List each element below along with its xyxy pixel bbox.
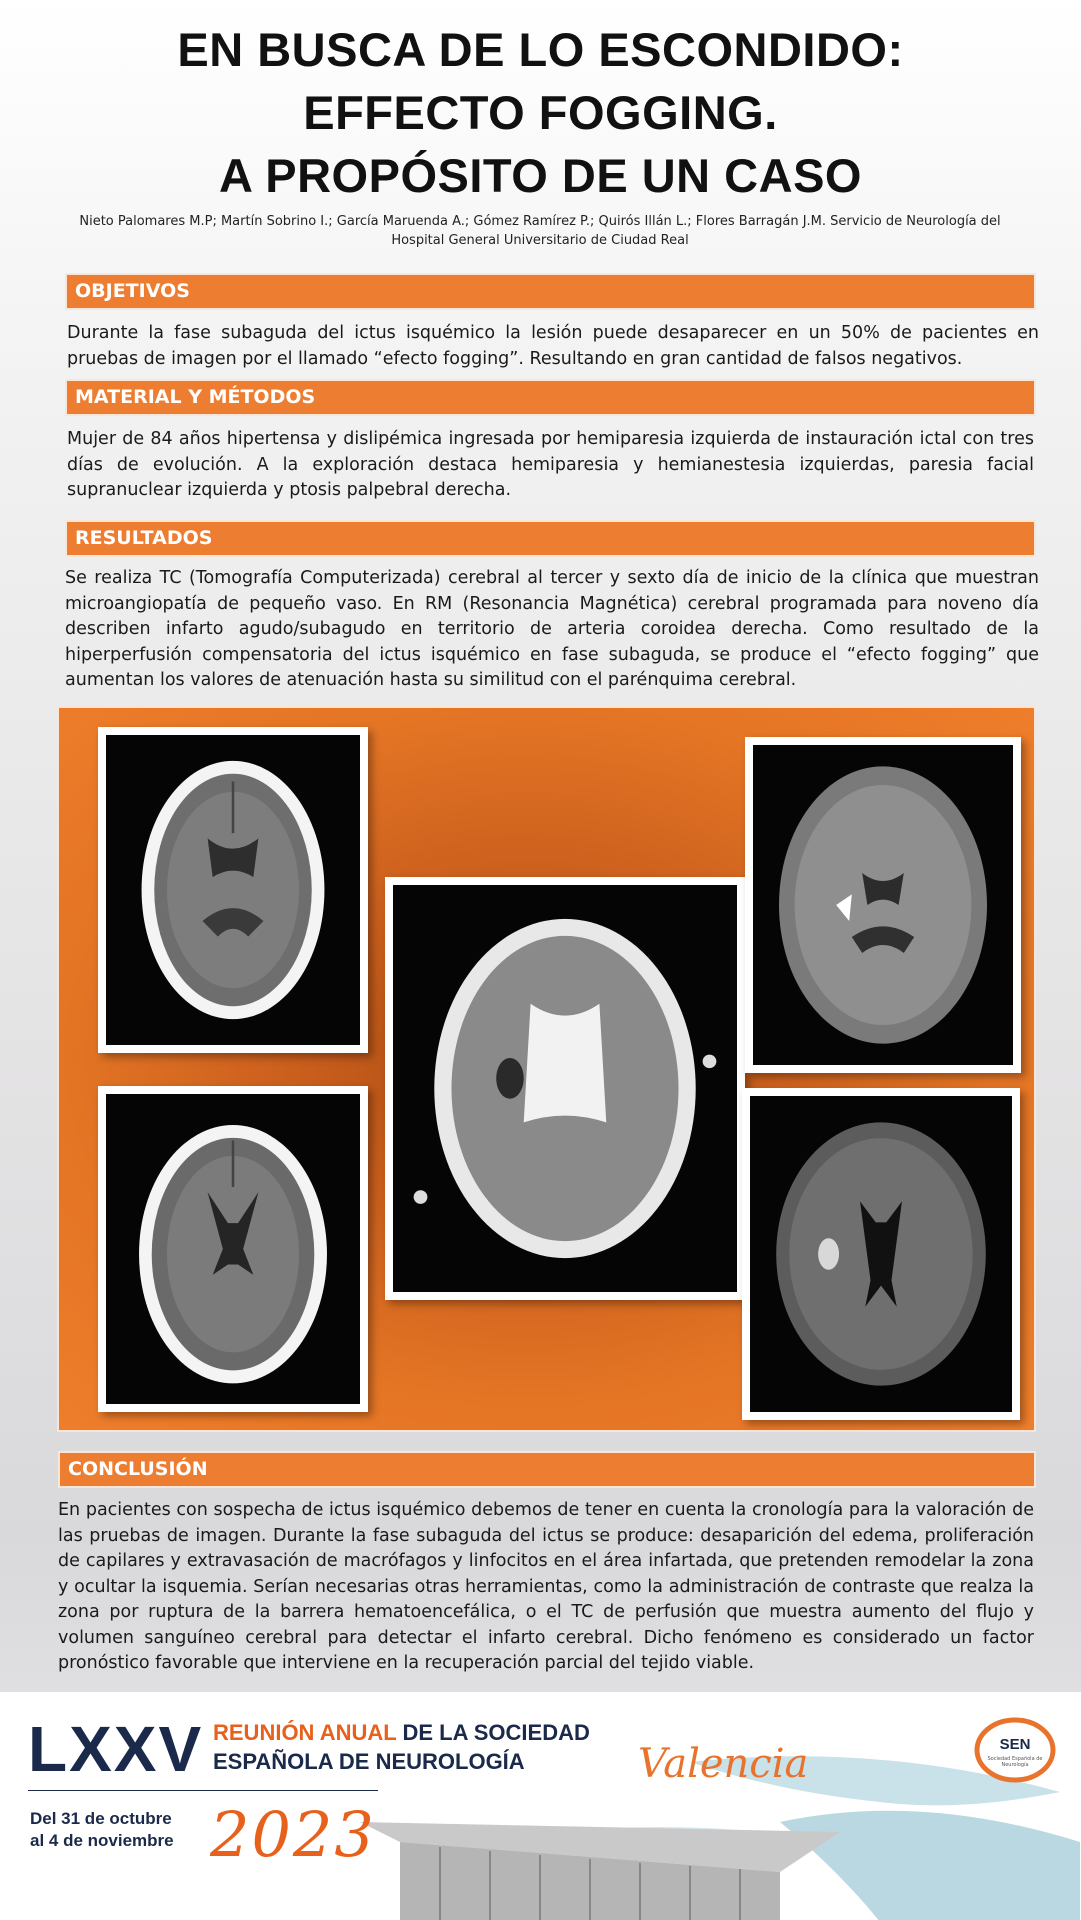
congress-year: 2023	[210, 1798, 376, 1871]
authors	[70, 212, 1010, 250]
sen-logo-text: SEN	[999, 1736, 1031, 1753]
title-line-3: A PROPÓSITO DE UN CASO	[219, 149, 862, 202]
material-heading: MATERIAL Y MÉTODOS	[65, 379, 1036, 416]
congress-city: Valencia	[638, 1741, 809, 1787]
conclusion-text: En pacientes con sospecha de ictus isquémico debemos de tener en cuenta la cronología para la valoración de las pruebas de imagen. Durante la fase subaguda del ictus se produce: desaparición del edema, proliferación de capilares y extravasación de macrófagos y linfocitos en el área infartada, que pretenden remodelar la zona y ocultar la isquemia. Serían necesarias otras herramientas, como la administración de contraste que realza la zona por ruptura de la barrera hematoencefálica, o el TC de perfusión que muestra aumento del flujo y volumen sanguíneo cerebral para detectar el infarto cerebral. Dicho fenómeno es considerado un factor pronóstico favorable que interviene en la recuperación parcial del tejido viable.	[58, 1500, 1034, 1673]
poster-title	[0, 18, 1081, 207]
congress-footer	[0, 1692, 1081, 1920]
sen-logo-subtitle: Sociedad Española de Neurología	[987, 1756, 1043, 1768]
congress-name	[213, 1718, 590, 1776]
material-text: Mujer de 84 años hipertensa y dislipémica ingresada por hemiparesia izquierda de instauración ictal con tres días de evolución. A la exploración destaca hemiparesia y hemianestesia izquierdas, paresia facial supranuclear izquierda y ptosis palpebral derecha.	[67, 429, 1034, 500]
title-line-1: EN BUSCA DE LO ESCONDIDO:	[177, 23, 904, 76]
congress-dates	[30, 1808, 174, 1852]
objetivos-heading: OBJETIVOS	[65, 273, 1036, 310]
footer-divider	[28, 1790, 378, 1791]
ct-scan-day3	[98, 727, 368, 1053]
mri-dwi-scan	[745, 737, 1021, 1073]
resultados-heading: RESULTADOS	[65, 520, 1036, 557]
congress-name-line-2: ESPAÑOLA DE NEUROLOGÍA	[213, 1749, 525, 1774]
title-line-2: EFFECTO FOGGING.	[303, 86, 778, 139]
resultados-text: Se realiza TC (Tomografía Computerizada) cerebral al tercer y sexto día de inicio de la clínica que muestran microangiopatía de pequeño vaso. En RM (Resonancia Magnética) cerebral programada para noveno día describen infarto agudo/subagudo en territorio de arteria coroidea derecha. Como resultado de la hiperperfusión compensatoria del ictus isquémico en fase subaguda, se produce el “efecto fogging” que aumentan los valores de atenuación hasta su similitud con el parénquima cerebral.	[65, 568, 1039, 690]
conclusion-heading: CONCLUSIÓN	[58, 1451, 1036, 1488]
objetivos-text: Durante la fase subaguda del ictus isquémico la lesión puede desaparecer en un 50% de pacientes en pruebas de imagen por el llamado “efecto fogging”. Resultando en gran cantidad de falsos negativos.	[67, 323, 1039, 369]
authors-line-2: Hospital General Universitario de Ciudad Real	[391, 233, 689, 248]
congress-name-rest: DE LA SOCIEDAD	[396, 1720, 590, 1745]
congress-number: LXXV	[28, 1713, 204, 1785]
ct-scan-day6	[98, 1086, 368, 1412]
authors-line-1: Nieto Palomares M.P; Martín Sobrino I.; García Maruenda A.; Gómez Ramírez P.; Quirós Illán L.; Flores Barragán J.M. Servicio de Neurología del	[79, 214, 1001, 229]
mri-adc-scan	[385, 877, 745, 1300]
congress-name-highlight: REUNIÓN ANUAL	[213, 1720, 397, 1745]
date-line-2: al 4 de noviembre	[30, 1831, 174, 1850]
mri-flair-scan	[742, 1088, 1020, 1420]
date-line-1: Del 31 de octubre	[30, 1809, 172, 1828]
imaging-figure-panel	[57, 706, 1036, 1432]
